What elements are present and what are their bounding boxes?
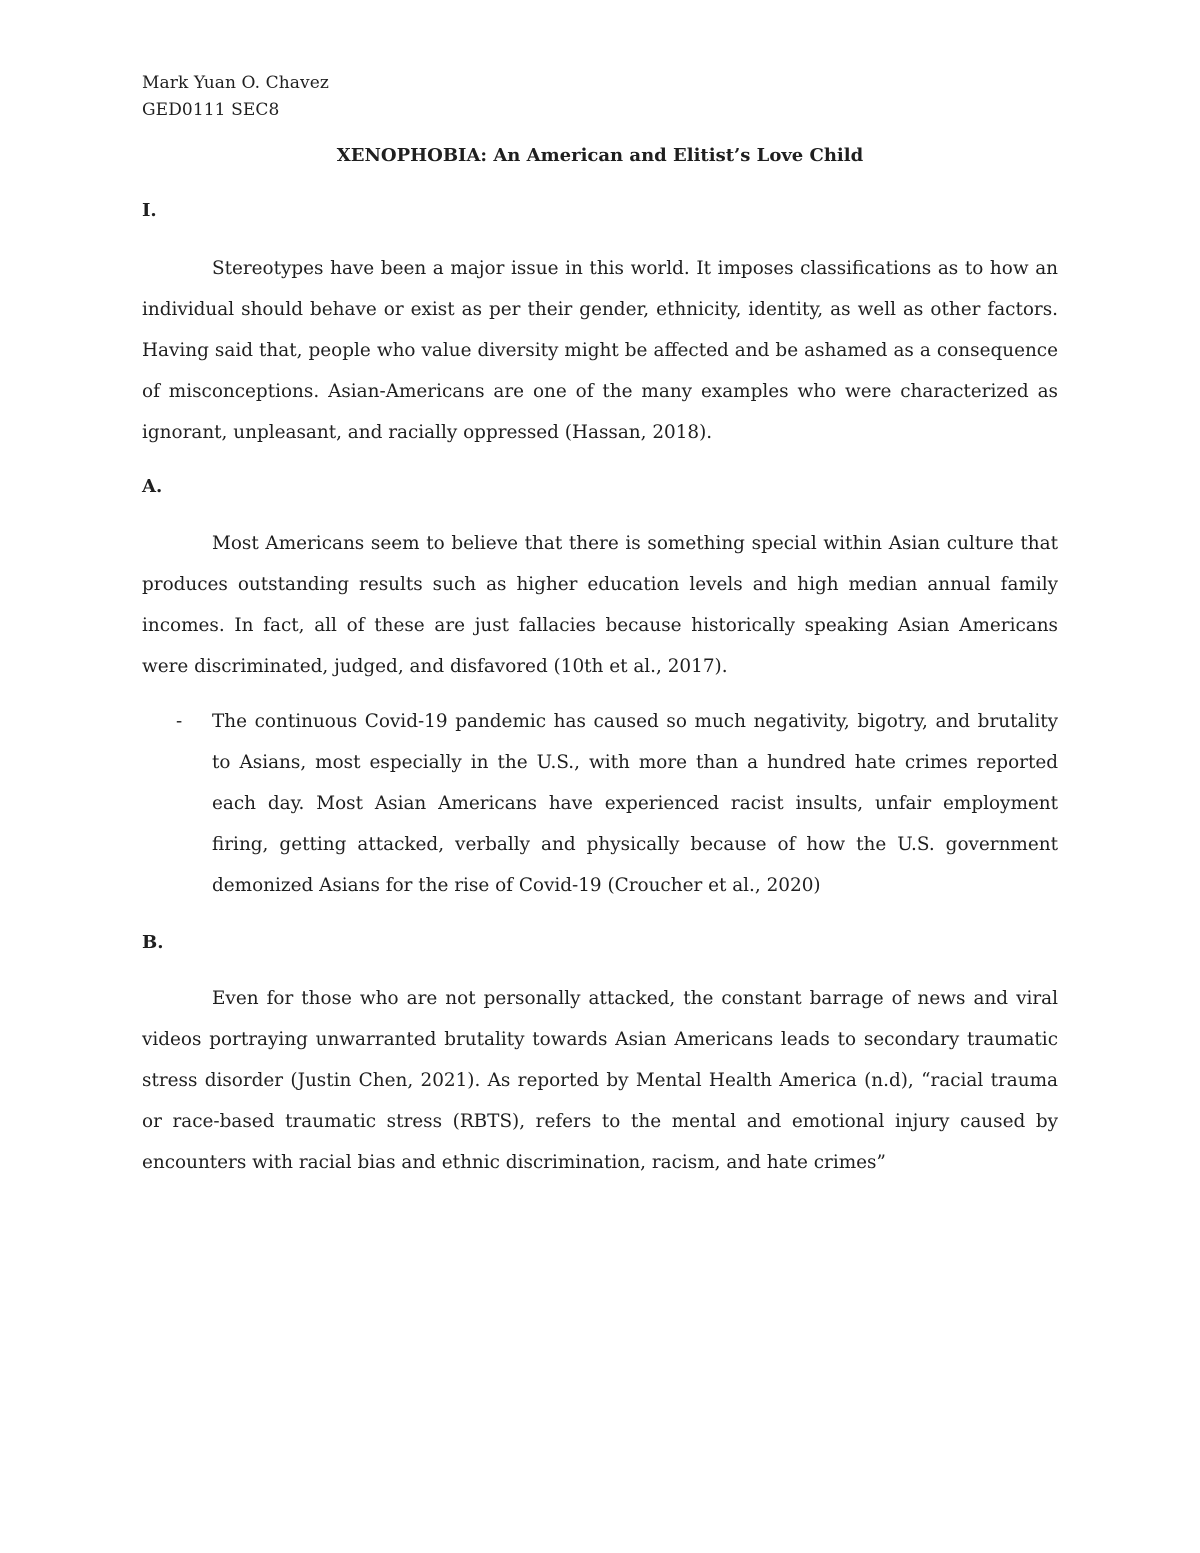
section-i-paragraph: Stereotypes have been a major issue in this world. It imposes classifications as to how an individual should behave or exist as per their gender, ethnicity, identity, as well as other factors. Having said that, people who value diversity might be affected and be ashamed as a consequence of misconceptions. Asian-Americans are one of the many examples who were characterized as ignorant, unpleasant, and racially oppressed (Hassan, 2018). (142, 258, 1058, 443)
document-title: XENOPHOBIA: An American and Elitist’s Love Child (336, 145, 864, 166)
section-heading-i: I. (142, 200, 157, 221)
section-heading-a: A. (142, 476, 163, 497)
author-name: Mark Yuan O. Chavez (142, 73, 329, 93)
bullet-text: The continuous Covid-19 pandemic has caused so much negativity, bigotry, and brutality to Asians, most especially in the U.S., with more than a hundred hate crimes reported each day. Most Asian Americans have experienced racist insults, unfair employment firing, getting attacked, verbally and physically because of how the U.S. government demonized Asians for the rise of Covid-19 (Croucher et al., 2020) (212, 711, 1058, 896)
section-heading-b: B. (142, 932, 164, 953)
section-b-paragraph: Even for those who are not personally attacked, the constant barrage of news and viral videos portraying unwarranted brutality towards Asian Americans leads to secondary traumatic stress disorder (Justin Chen, 2021). As reported by Mental Health America (n.d), “racial trauma or race-based traumatic stress (RBTS), refers to the mental and emotional injury caused by encounters with racial bias and ethnic discrimination, racism, and hate crimes” (142, 988, 1058, 1173)
course-code: GED0111 SEC8 (142, 100, 280, 120)
section-a-paragraph: Most Americans seem to believe that there is something special within Asian culture that produces outstanding results such as higher education levels and high median annual family incomes. In fact, all of these are just fallacies because historically speaking Asian Americans were discriminated, judged, and disfavored (10th et al., 2017). (142, 533, 1058, 677)
bullet-marker: - (176, 711, 183, 732)
